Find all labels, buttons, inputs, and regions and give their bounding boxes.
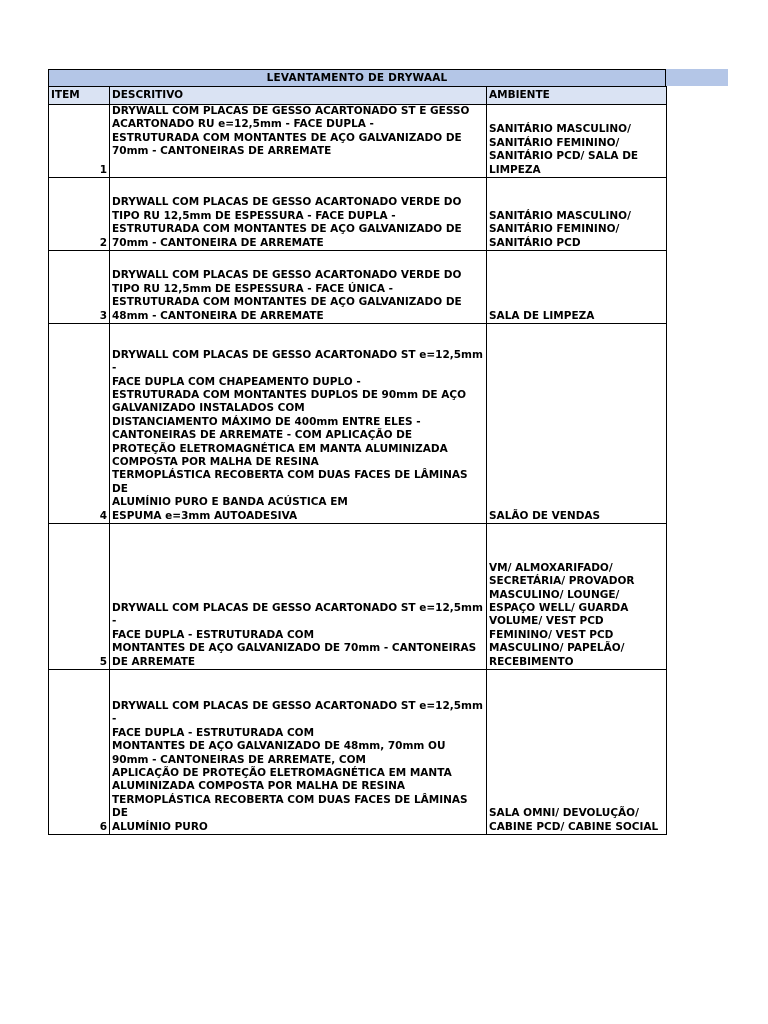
table-row bbox=[49, 324, 667, 524]
row-ambiente: SANITÁRIO MASCULINO/ SANITÁRIO FEMININO/ SANITÁRIO PCD bbox=[487, 178, 667, 251]
header-ambiente: AMBIENTE bbox=[487, 87, 667, 105]
item-number: 6 bbox=[49, 670, 110, 835]
row-ambiente: SANITÁRIO MASCULINO/ SANITÁRIO FEMININO/ SANITÁRIO PCD/ SALA DE LIMPEZA bbox=[487, 105, 667, 178]
table-row bbox=[49, 251, 667, 324]
item-number: 4 bbox=[49, 324, 110, 524]
row-ambiente: SALA DE LIMPEZA bbox=[487, 251, 667, 324]
table-row bbox=[49, 178, 667, 251]
table-row bbox=[49, 524, 667, 670]
drywall-table bbox=[48, 86, 667, 835]
table-row bbox=[49, 670, 667, 835]
row-ambiente: VM/ ALMOXARIFADO/ SECRETÁRIA/ PROVADOR MASCULINO/ LOUNGE/ ESPAÇO WELL/ GUARDA VOLUME/ VEST PCD FEMININO/ VEST PCD MASCULINO/ PAPELÃO/ RECEBIMENTO bbox=[487, 524, 667, 670]
item-number: 1 bbox=[49, 105, 110, 178]
drywall-survey-sheet bbox=[48, 69, 666, 835]
table-row bbox=[49, 105, 667, 178]
row-descritivo: DRYWALL COM PLACAS DE GESSO ACARTONADO ST e=12,5mm - FACE DUPLA COM CHAPEAMENTO DUPLO - ESTRUTURADA COM MONTANTES DUPLOS DE 90mm DE AÇO GALVANIZADO INSTALADOS COM DISTANCIAMENTO MÁXIMO DE 400mm ENTRE ELES - CANTONEIRAS DE ARREMATE - COM APLICAÇÃO DE PROTEÇÃO ELETROMAGNÉTICA EM MANTA ALUMINIZADA COMPOSTA POR MALHA DE RESINA TERMOPLÁSTICA RECOBERTA COM DUAS FACES DE LÂMINAS DE ALUMÍNIO PURO E BANDA ACÚSTICA EM ESPUMA e=3mm AUTOADESIVA bbox=[110, 324, 487, 524]
row-descritivo: DRYWALL COM PLACAS DE GESSO ACARTONADO VERDE DO TIPO RU 12,5mm DE ESPESSURA - FACE ÚNICA - ESTRUTURADA COM MONTANTES DE AÇO GALVANIZADO DE 48mm - CANTONEIRA DE ARREMATE bbox=[110, 251, 487, 324]
row-ambiente: SALA OMNI/ DEVOLUÇÃO/ CABINE PCD/ CABINE SOCIAL bbox=[487, 670, 667, 835]
title-row-fill-extension bbox=[666, 69, 728, 86]
header-row bbox=[49, 87, 667, 105]
sheet-title: LEVANTAMENTO DE DRYWAAL bbox=[48, 69, 666, 86]
row-descritivo: DRYWALL COM PLACAS DE GESSO ACARTONADO VERDE DO TIPO RU 12,5mm DE ESPESSURA - FACE DUPLA - ESTRUTURADA COM MONTANTES DE AÇO GALVANIZADO DE 70mm - CANTONEIRA DE ARREMATE bbox=[110, 178, 487, 251]
header-item: ITEM bbox=[49, 87, 110, 105]
header-descritivo: DESCRITIVO bbox=[110, 87, 487, 105]
item-number: 5 bbox=[49, 524, 110, 670]
row-descritivo: DRYWALL COM PLACAS DE GESSO ACARTONADO ST e=12,5mm - FACE DUPLA - ESTRUTURADA COM MONTANTES DE AÇO GALVANIZADO DE 48mm, 70mm OU 90mm - CANTONEIRAS DE ARREMATE, COM APLICAÇÃO DE PROTEÇÃO ELETROMAGNÉTICA EM MANTA ALUMINIZADA COMPOSTA POR MALHA DE RESINA TERMOPLÁSTICA RECOBERTA COM DUAS FACES DE LÂMINAS DE ALUMÍNIO PURO bbox=[110, 670, 487, 835]
row-ambiente: SALÃO DE VENDAS bbox=[487, 324, 667, 524]
row-descritivo: DRYWALL COM PLACAS DE GESSO ACARTONADO ST E GESSO ACARTONADO RU e=12,5mm - FACE DUPLA - ESTRUTURADA COM MONTANTES DE AÇO GALVANIZADO DE 70mm - CANTONEIRAS DE ARREMATE bbox=[110, 105, 487, 178]
item-number: 3 bbox=[49, 251, 110, 324]
item-number: 2 bbox=[49, 178, 110, 251]
row-descritivo: DRYWALL COM PLACAS DE GESSO ACARTONADO ST e=12,5mm - FACE DUPLA - ESTRUTURADA COM MONTANTES DE AÇO GALVANIZADO DE 70mm - CANTONEIRAS DE ARREMATE bbox=[110, 524, 487, 670]
